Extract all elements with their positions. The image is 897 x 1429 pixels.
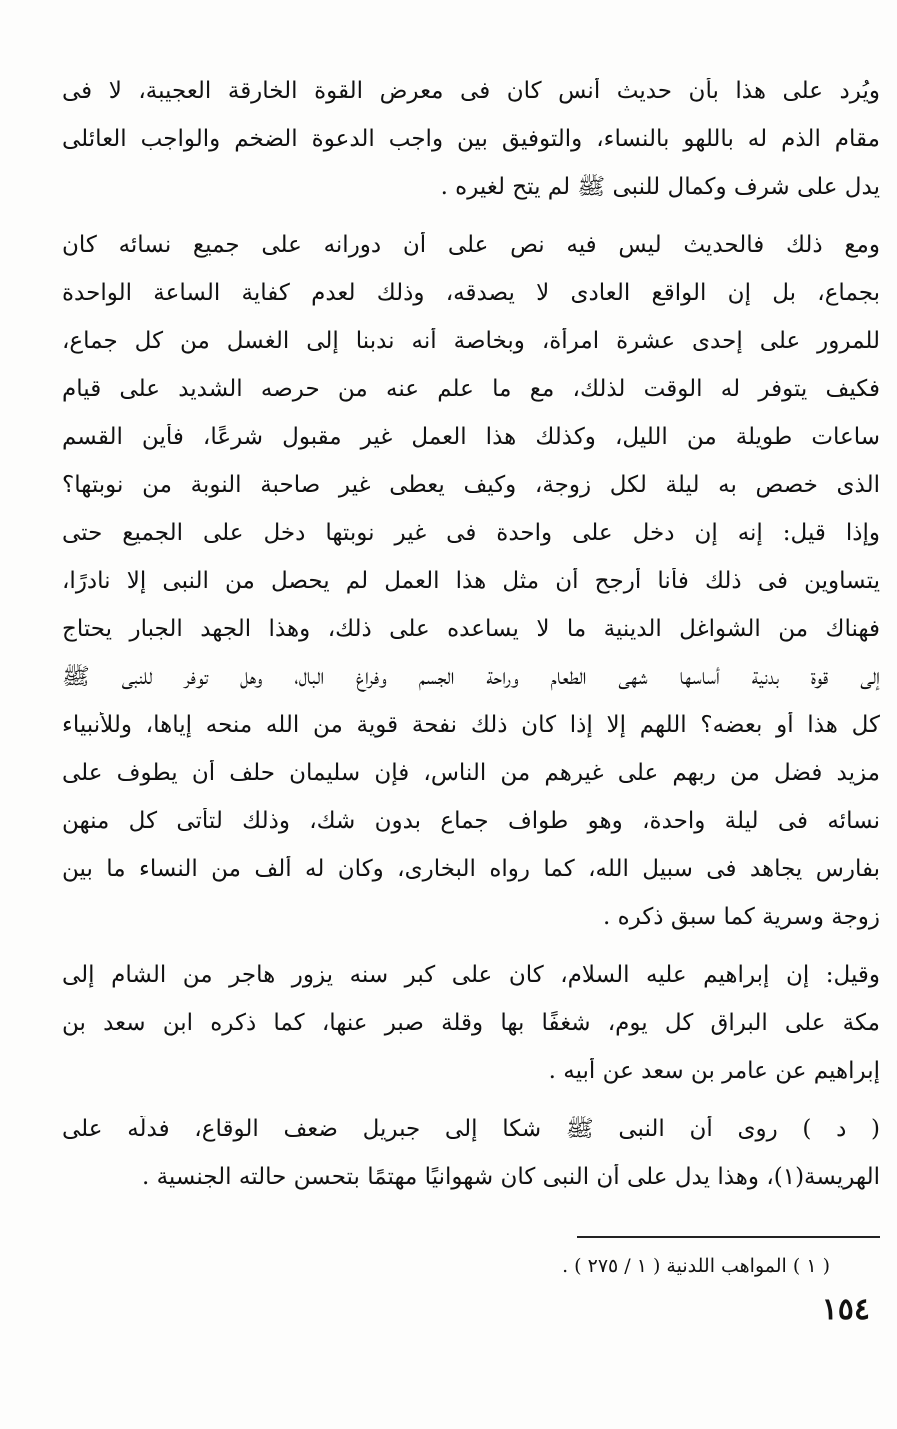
text-line: نسائه فى ليلة واحدة، وهو طواف جماع بدون شك، وذلك لتأتى كل منهن: [62, 808, 880, 834]
paragraph: [62, 1116, 880, 1212]
text-line: يتساوين فى ذلك فأنا أرجح أن مثل هذا العمل لم يحصل من النبى إلا نادرًا،: [62, 568, 880, 594]
text-line: مقام الذم له باللهو بالنساء، والتوفيق بين واجب الدعوة الضخم والواجب العائلى: [62, 126, 880, 152]
text-line: الهريسة(١)، وهذا يدل على أن النبى كان شهوانيًا مهتمًا بتحسن حالته الجنسية .: [141, 1164, 880, 1190]
text-line: إلى قوة بدنية أساسها شهى الطعام وراحة الجسم وفراغ البال، وهل توفر للنبى ﷺ: [62, 664, 880, 690]
text-line: يدل على شرف وكمال للنبى ﷺ لم يتح لغيره .: [440, 174, 880, 200]
text-line: زوجة وسرية كما سبق ذكره .: [602, 904, 880, 930]
text-line: بفارس يجاهد فى سبيل الله، كما رواه البخارى، وكان له ألف من النساء ما بين: [62, 856, 880, 882]
text-line: وإذا قيل: إنه إن دخل على واحدة فى غير نوبتها دخل على الجميع حتى: [62, 520, 880, 546]
text-line: للمرور على إحدى عشرة امرأة، وبخاصة أنه ندبنا إلى الغسل من كل جماع،: [62, 328, 880, 354]
paragraph-gap: [62, 1106, 880, 1116]
paragraph-gap: [62, 952, 880, 962]
text-line: فهناك من الشواغل الدينية ما لا يساعده على ذلك، وهذا الجهد الجبار يحتاج: [62, 616, 880, 642]
text-line: بجماع، بل إن الواقع العادى لا يصدقه، وذلك لعدم كفاية الساعة الواحدة: [62, 280, 880, 306]
text-line: وقيل: إن إبراهيم عليه السلام، كان على كبر سنه يزور هاجر من الشام إلى: [62, 962, 880, 988]
text-line: إبراهيم عن عامر بن سعد عن أبيه .: [548, 1058, 880, 1084]
text-line: ويُرد على هذا بأن حديث أنس كان فى معرض القوة الخارقة العجيبة، لا فى: [62, 78, 880, 104]
text-line: ساعات طويلة من الليل، وكذلك هذا العمل غير مقبول شرعًا، فأين القسم: [62, 424, 880, 450]
text-line: ومع ذلك فالحديث ليس فيه نص على أن دورانه على جميع نسائه كان: [62, 232, 880, 258]
body-text: [62, 78, 880, 1212]
text-line: الذى خصص به ليلة لكل زوجة، وكيف يعطى غير صاحبة النوبة من نوبتها؟: [62, 472, 880, 498]
text-line: كل هذا أو بعضه؟ اللهم إلا إذا كان ذلك نفحة قوية من الله منحه إياها، وللأنبياء: [62, 712, 880, 738]
text-line: مكة على البراق كل يوم، شغفًا بها وقلة صبر عنها، كما ذكره ابن سعد بن: [62, 1010, 880, 1036]
footnote: ( ١ ) المواهب اللدنية ( ١ / ٢٧٥ ) .: [562, 1255, 830, 1277]
text-line: ( د ) روى أن النبى ﷺ شكا إلى جبريل ضعف الوقاع، فدلَّه على: [62, 1116, 880, 1142]
paragraph: [62, 232, 880, 952]
footnote-divider: [577, 1236, 880, 1238]
paragraph: [62, 78, 880, 222]
text-line: فكيف يتوفر له الوقت لذلك، مع ما علم عنه من حرصه الشديد على قيام: [62, 376, 880, 402]
paragraph: [62, 962, 880, 1106]
page-number: ١٥٤: [821, 1292, 870, 1327]
paragraph-gap: [62, 222, 880, 232]
text-line: مزيد فضل من ربهم على غيرهم من الناس، فإن سليمان حلف أن يطوف على: [62, 760, 880, 786]
